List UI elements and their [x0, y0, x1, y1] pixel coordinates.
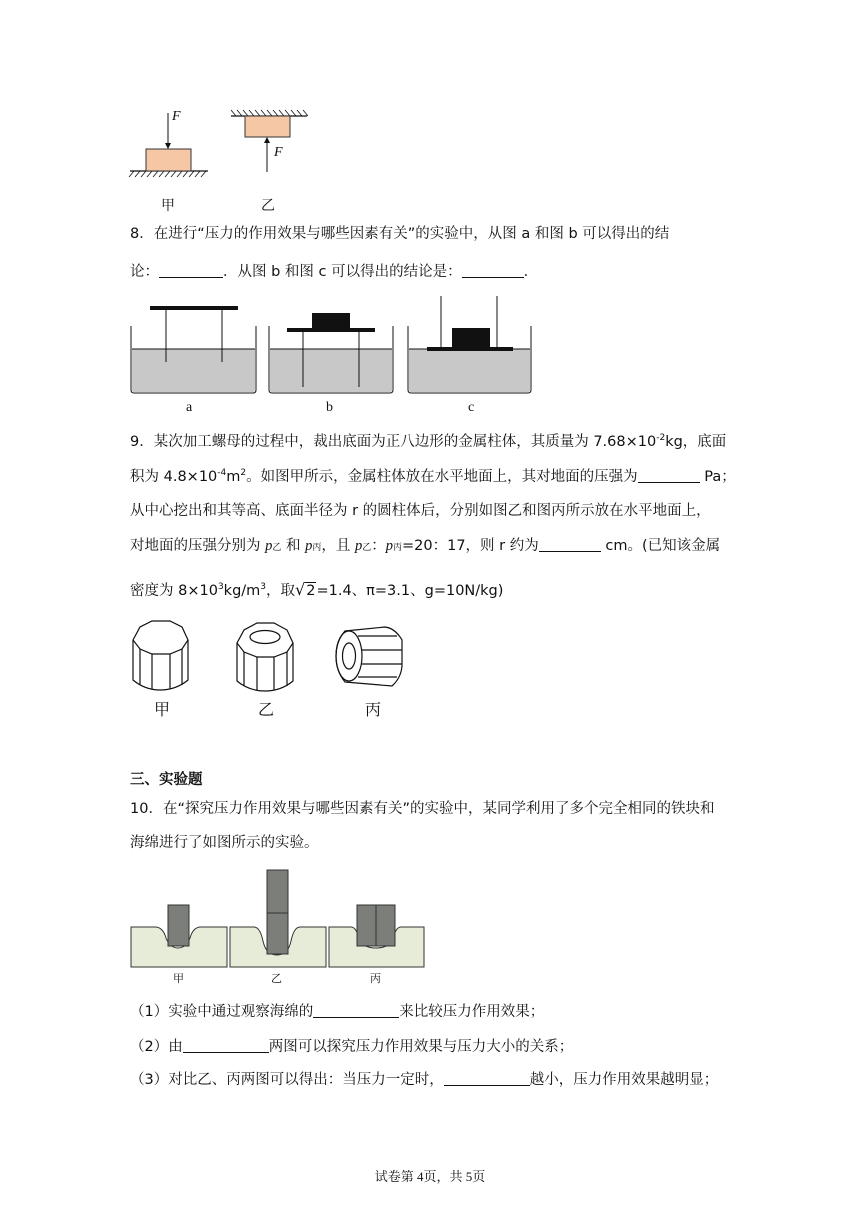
q10-sub2: [130, 1038, 573, 1055]
figure-label-c: c: [468, 400, 475, 415]
q9-line5-c: ，取: [266, 583, 296, 599]
force-label-left: F: [172, 109, 181, 124]
figure-label-a: a: [186, 400, 193, 415]
p-subscript-yi: 乙: [362, 543, 372, 553]
figure-label-jia: 甲: [161, 199, 175, 214]
q9-line1-end: kg，底面: [665, 433, 727, 450]
q9-line1-exponent: -2: [656, 433, 666, 443]
q10-sub1-b: 来比较压力作用效果；: [399, 1004, 545, 1020]
q9-line4-c: =20：17，则 r 约为: [402, 538, 539, 554]
q9-line2-exponent: -4: [217, 468, 227, 479]
q10-blank-2[interactable]: [183, 1038, 269, 1053]
q9-line4-and: 和: [281, 538, 306, 554]
figure-label-b: b: [326, 400, 333, 415]
section-title: 三、实验题: [130, 772, 203, 788]
q9-line5-exponent2: 3: [260, 582, 267, 593]
p-subscript-bing: 丙: [312, 543, 322, 553]
q9-line2-exponent2: 2: [240, 468, 247, 479]
q10-sub1: [130, 1003, 544, 1020]
figure-label-bing: 丙: [370, 973, 381, 985]
q9-line5-b: kg/m: [223, 583, 261, 599]
q9-line1-text: 9．某次加工螺母的过程中，裁出底面为正八边形的金属柱体，其质量为 7.68×10: [130, 433, 657, 450]
q10-sub2-a: （2）由: [130, 1039, 183, 1055]
q9-line5-d: =1.4、π=3.1、g=10N/kg): [316, 583, 504, 599]
q9-line5-a: 密度为 8×10: [130, 583, 218, 599]
page-footer: 试卷第 4页，共 5页: [374, 1169, 486, 1184]
p-symbol: p: [354, 538, 363, 554]
q10-line1: 10．在“探究压力作用效果与哪些因素有关”的实验中，某同学利用了多个完全相同的铁块和: [130, 801, 715, 817]
q10-sub3-a: （3）对比乙、丙两图可以得出：当压力一定时，: [130, 1072, 444, 1088]
q10-sub3-b: 越小，压力作用效果越明显；: [529, 1072, 719, 1088]
q8-text-b: ．从图 b 和图 c 可以得出的结论是：: [223, 264, 462, 280]
q9-line2-a: 积为 4.8×10: [130, 469, 218, 485]
q9-line4-a: 对地面的压强分别为: [130, 538, 266, 554]
q9-line2-c: 。如图甲所示，金属柱体放在水平地面上，其对地面的压强为: [246, 469, 638, 485]
figure-label-jia: 甲: [154, 702, 171, 719]
q8-text-a: 论：: [130, 264, 159, 280]
q10-blank-3[interactable]: [444, 1071, 530, 1086]
q8-text-c: ．: [523, 264, 539, 280]
p-symbol: p: [265, 538, 273, 554]
force-label-right: F: [274, 145, 283, 160]
p-symbol: p: [305, 538, 313, 554]
q9-line5-exponent: 3: [217, 582, 224, 593]
p-subscript-bing: 丙: [392, 543, 402, 553]
q9-line3: 从中心挖出和其等高、底面半径为 r 的圆柱体后，分别如图乙和图丙所示放在水平地面上，: [130, 503, 711, 519]
q9-line4-b: ，且: [321, 538, 355, 554]
figure-label-yi: 乙: [261, 199, 275, 214]
q8-line1: 8．在进行“压力的作用效果与哪些因素有关”的实验中，从图 a 和图 b 可以得出的结: [130, 226, 670, 242]
q10-line2: 海绵进行了如图所示的实验。: [130, 835, 319, 851]
q9-line4-d: cm。(已知该金属: [600, 538, 721, 554]
p-subscript-yi: 乙: [272, 543, 282, 553]
q10-sub2-b: 两图可以探究压力作用效果与压力大小的关系；: [268, 1039, 574, 1055]
figure-label-bing: 丙: [365, 702, 382, 719]
figure-label-yi: 乙: [271, 973, 282, 985]
q10-blank-1[interactable]: [313, 1003, 399, 1018]
q9-line4-colon: ：: [371, 538, 386, 554]
sqrt-radicand: 2: [306, 583, 316, 599]
figure-label-yi: 乙: [258, 702, 275, 719]
q10-sub3: [130, 1071, 718, 1088]
q9-line2-d: Pa；: [699, 469, 736, 485]
q10-sub1-a: （1）实验中通过观察海绵的: [130, 1004, 314, 1020]
sqrt-sign: √: [295, 580, 306, 599]
figure-label-jia: 甲: [173, 973, 184, 985]
p-symbol: p: [385, 538, 393, 554]
q9-line2-b: m: [226, 469, 241, 485]
